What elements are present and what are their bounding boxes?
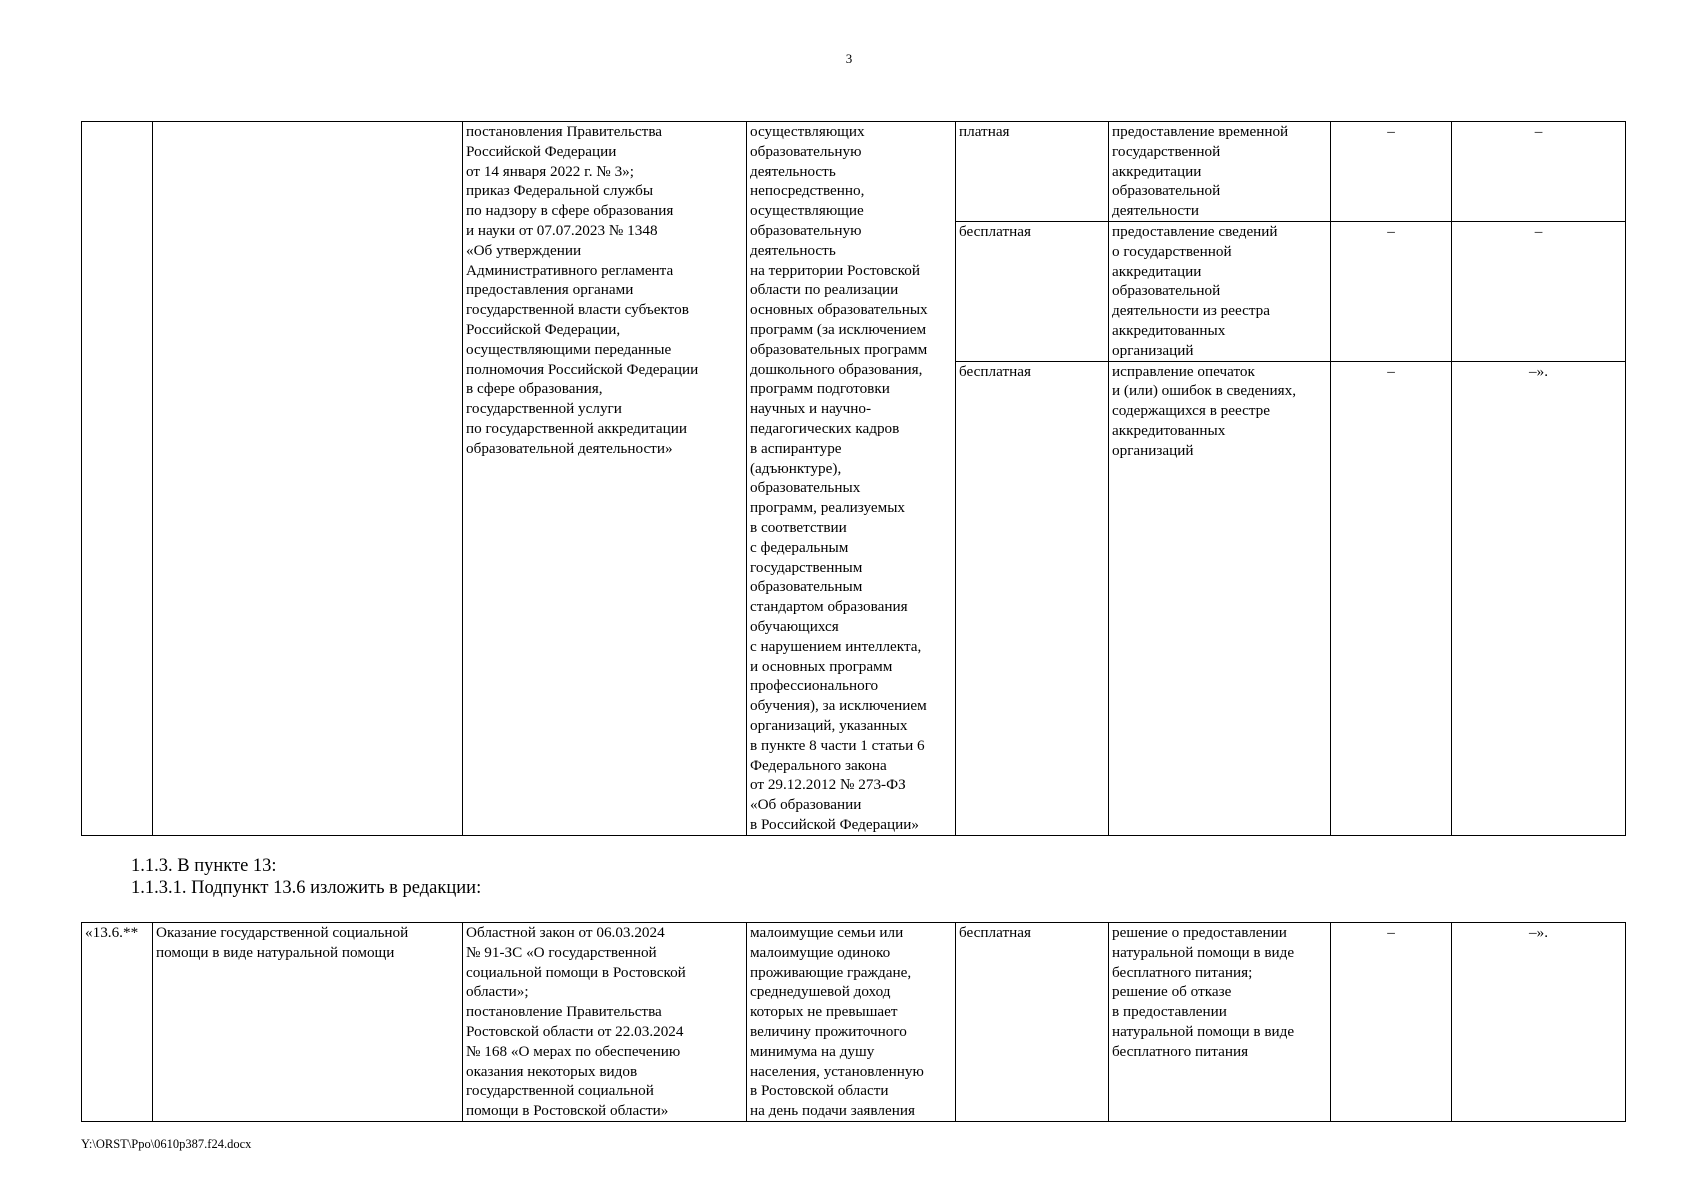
cell-number [82,122,153,836]
cell-number: «13.6.** [82,923,153,1122]
cell-result: исправление опечаток и (или) ошибок в сведениях, содержащихся в реестре аккредитованных организаций [1109,361,1331,835]
page-number: 3 [845,51,853,66]
services-table-new-item [81,922,1626,1122]
cell-col7: – [1331,361,1452,835]
cell-col7: – [1331,923,1452,1122]
cell-col8: –». [1452,923,1626,1122]
cell-service-name [153,122,463,836]
cell-legal-basis: Областной закон от 06.03.2024 № 91-ЗС «О государственной социальной помощи в Ростовской области»; постановление Правительства Ростовской области от 22.03.2024 № 168 «О мерах по обеспечению оказания некоторых видов государственной социальной помощи в Ростовской области» [463,923,747,1122]
cell-recipients: малоимущие семьи или малоимущие одиноко проживающие граждане, среднедушевой доход которых не превышает величину прожиточного минимума на душу населения, установленную в Ростовской области на день подачи заявления [747,923,956,1122]
cell-payment: платная [956,122,1109,222]
cell-result: предоставление временной государственной аккредитации образовательной деятельности [1109,122,1331,222]
cell-legal-basis: постановления Правительства Российской Федерации от 14 января 2022 г. № 3»; приказ Федеральной службы по надзору в сфере образования и науки от 07.07.2023 № 1348 «Об утверждении Административного регламента предоставления органами государственной власти субъектов Российской Федерации, осуществляющими переданные полномочия Российской Федерации в сфере образования, государственной услуги по государственной аккредитации образовательной деятельности» [463,122,747,836]
footer-file-path: Y:\ORST\Ppo\0610p387.f24.docx [81,1137,252,1151]
cell-payment: бесплатная [956,923,1109,1122]
clause-instruction: 1.1.3.1. Подпункт 13.6 изложить в редакции: [131,878,482,898]
cell-payment: бесплатная [956,222,1109,362]
cell-col8: – [1452,122,1626,222]
services-table-continued [81,121,1626,836]
cell-col8: – [1452,222,1626,362]
cell-col8: –». [1452,361,1626,835]
cell-recipients: осуществляющих образовательную деятельность непосредственно, осуществляющие образовательную деятельность на территории Ростовской области по реализации основных образовательных программ (за исключением образовательных программ дошкольного образования, программ подготовки научных и научно- педагогических кадров в аспирантуре (адъюнктуре), образовательных программ, реализуемых в соответствии с федеральным государственным образовательным стандартом образования обучающихся с нарушением интеллекта, и основных программ профессионального обучения), за исключением организаций, указанных в пункте 8 части 1 статьи 6 Федерального закона от 29.12.2012 № 273-ФЗ «Об образовании в Российской Федерации» [747,122,956,836]
cell-col7: – [1331,222,1452,362]
cell-service-name: Оказание государственной социальной помощи в виде натуральной помощи [153,923,463,1122]
cell-col7: – [1331,122,1452,222]
cell-payment: бесплатная [956,361,1109,835]
cell-result: предоставление сведений о государственной аккредитации образовательной деятельности из реестра аккредитованных организаций [1109,222,1331,362]
clause-heading: 1.1.3. В пункте 13: [131,856,277,876]
cell-result: решение о предоставлении натуральной помощи в виде бесплатного питания; решение об отказе в предоставлении натуральной помощи в виде бесплатного питания [1109,923,1331,1122]
